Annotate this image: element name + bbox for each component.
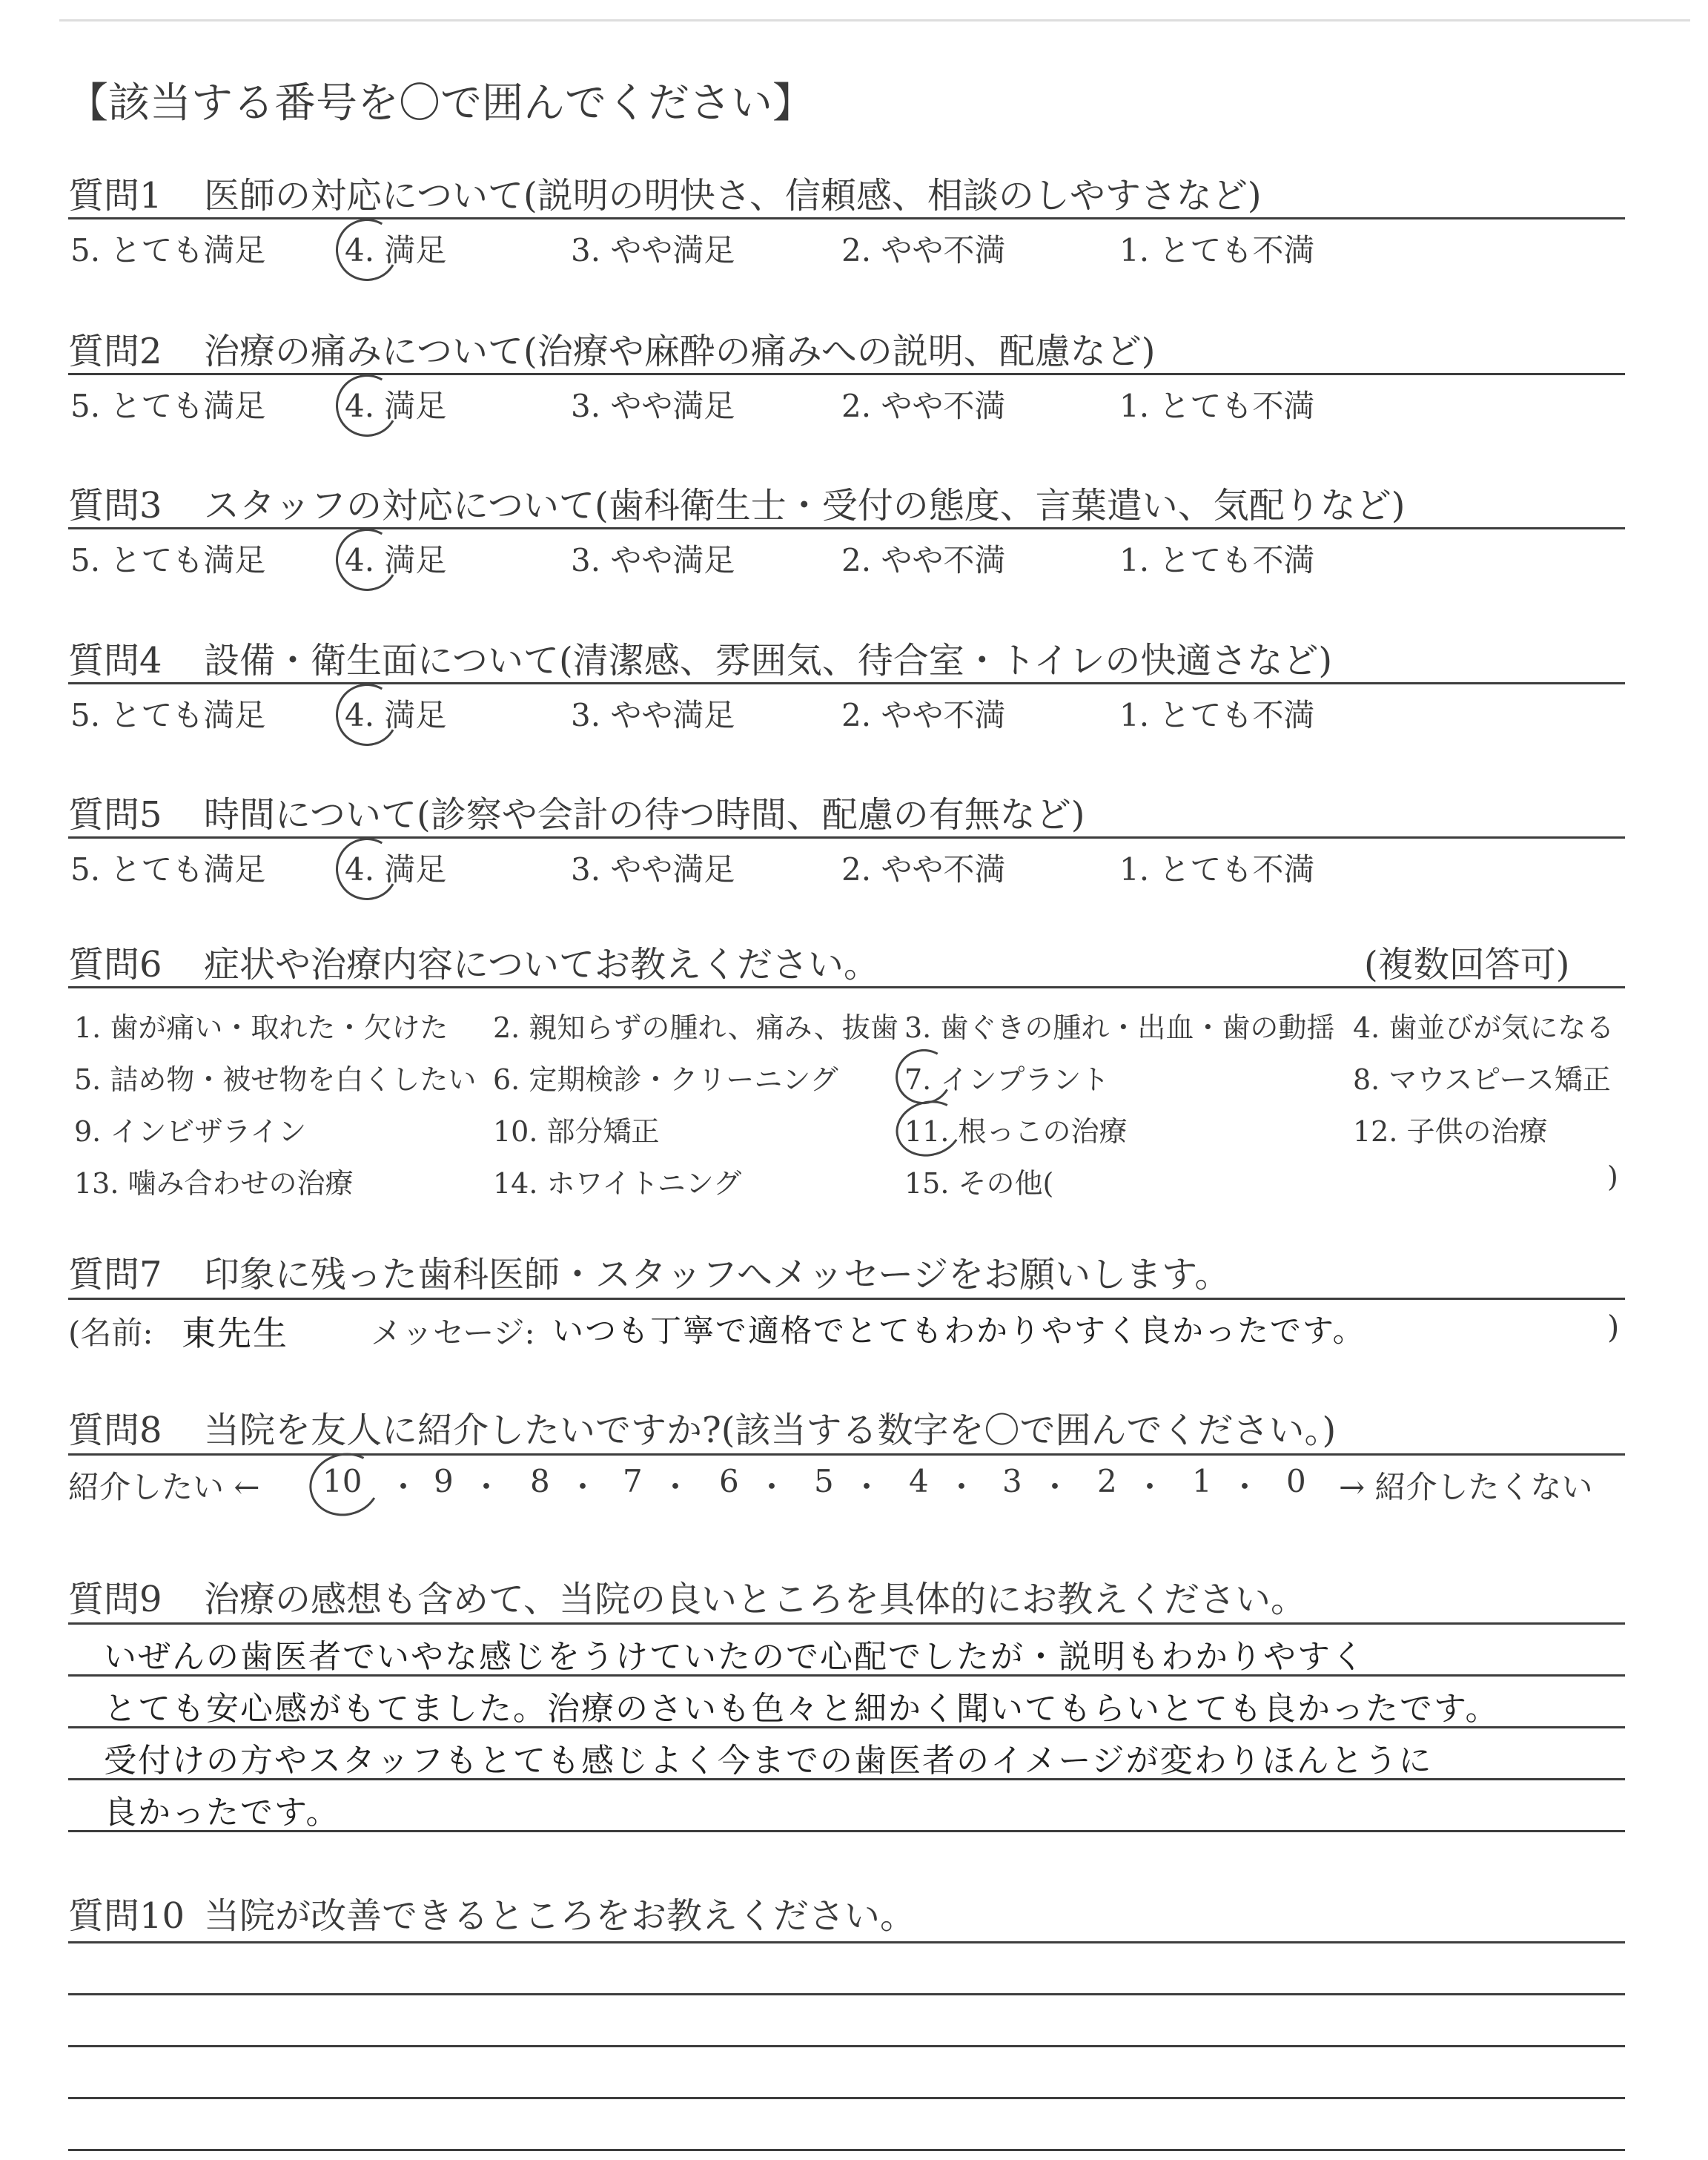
- q8-scale-3: 3: [1002, 1463, 1022, 1499]
- q8-separator-5: ・: [756, 1469, 788, 1505]
- q8-separator-3: ・: [567, 1469, 599, 1505]
- q8-separator-8: ・: [1039, 1469, 1071, 1505]
- q5-text: 時間について(診察や会計の待つ時間、配慮の有無など): [204, 794, 1085, 836]
- q6-option-4: 4. 歯並びが気になる: [1353, 1011, 1615, 1044]
- q8-scale-8: 8: [530, 1463, 550, 1499]
- q10-rule-1: [68, 1941, 1625, 1943]
- q6-note: (複数回答可): [1364, 944, 1570, 985]
- q7-name-value: 東先生: [182, 1313, 288, 1353]
- q8-scale-2: 2: [1097, 1463, 1117, 1499]
- q3-option-2: 2. やや不満: [841, 542, 1006, 578]
- q4-label: 質問4: [68, 640, 162, 681]
- q6-option-6: 6. 定期検診・クリーニング: [493, 1063, 838, 1096]
- q1-rule: [68, 217, 1625, 219]
- q3-selected-circle: [329, 522, 406, 598]
- q6-option-5: 5. 詰め物・被せ物を白くしたい: [74, 1063, 477, 1096]
- q4-option-4: 4. 満足: [345, 697, 447, 733]
- q4-option-5: 5. とても満足: [70, 697, 266, 733]
- q5-option-5: 5. とても満足: [70, 851, 266, 888]
- q4-rule: [68, 682, 1625, 684]
- q8-right-label: → 紹介したくない: [1339, 1469, 1593, 1505]
- q5-option-3: 3. やや満足: [571, 851, 735, 888]
- q7-label: 質問7: [68, 1254, 162, 1295]
- q1-selected-circle: [329, 212, 406, 288]
- q6-option-1: 1. 歯が痛い・取れた・欠けた: [74, 1011, 448, 1044]
- q9-answer-line-1: いぜんの歯医者でいやな感じをうけていたので心配でしたが・説明もわかりやすく: [104, 1638, 1366, 1676]
- q9-rule-1: [68, 1622, 1625, 1625]
- q6-option-8: 8. マウスピース矯正: [1353, 1063, 1611, 1096]
- q2-text: 治療の痛みについて(治療や麻酔の痛みへの説明、配慮など): [204, 331, 1156, 372]
- q8-separator-2: ・: [471, 1469, 503, 1505]
- q1-text: 医師の対応について(説明の明快さ、信頼感、相談のしやすさなど): [204, 175, 1262, 217]
- q4-option-3: 3. やや満足: [571, 697, 735, 733]
- q8-scale-7: 7: [623, 1463, 643, 1499]
- q8-scale-1: 1: [1192, 1463, 1212, 1499]
- q7-name-label: (名前:: [68, 1315, 153, 1351]
- q8-scale-6: 6: [719, 1463, 739, 1499]
- q5-rule: [68, 836, 1625, 839]
- q2-option-5: 5. とても満足: [70, 388, 266, 424]
- q8-text: 当院を友人に紹介したいですか?(該当する数字を〇で囲んでください。): [204, 1410, 1337, 1451]
- q5-option-2: 2. やや不満: [841, 851, 1006, 888]
- q8-scale-9: 9: [434, 1463, 454, 1499]
- q1-option-2: 2. やや不満: [841, 232, 1006, 268]
- q10-rule-5: [68, 2149, 1625, 2151]
- q6-selected-circle-7: [890, 1043, 959, 1110]
- q6-option-16: ): [1607, 1160, 1618, 1193]
- q2-selected-circle: [329, 368, 406, 444]
- q9-answer-line-4: 良かったです。: [104, 1794, 340, 1832]
- q8-label: 質問8: [68, 1410, 162, 1451]
- q3-option-1: 1. とても不満: [1119, 542, 1315, 578]
- q10-rule-4: [68, 2097, 1625, 2099]
- q6-option-3: 3. 歯ぐきの腫れ・出血・歯の動揺: [904, 1011, 1335, 1044]
- q9-answer-line-3: 受付けの方やスタッフもとても感じよく今までの歯医者のイメージが変わりほんとうに: [104, 1742, 1433, 1780]
- q7-text: 印象に残った歯科医師・スタッフへメッセージをお願いします。: [204, 1254, 1231, 1295]
- q1-option-4: 4. 満足: [345, 232, 447, 268]
- q8-separator-1: ・: [388, 1469, 420, 1505]
- q6-text: 症状や治療内容についてお教えください。: [204, 944, 880, 985]
- q8-scale-4: 4: [909, 1463, 929, 1499]
- q8-selected-circle: [302, 1445, 387, 1524]
- q8-scale-10: 10: [322, 1463, 363, 1499]
- q5-label: 質問5: [68, 794, 162, 836]
- q8-separator-10: ・: [1229, 1469, 1261, 1505]
- q6-label: 質問6: [68, 944, 162, 985]
- q8-separator-6: ・: [851, 1469, 883, 1505]
- q3-option-3: 3. やや満足: [571, 542, 735, 578]
- q3-option-5: 5. とても満足: [70, 542, 266, 578]
- q6-option-7: 7. インプラント: [904, 1063, 1110, 1096]
- top-border: [59, 19, 1690, 22]
- q8-scale-0: 0: [1286, 1463, 1306, 1499]
- q8-rule: [68, 1453, 1625, 1456]
- q4-option-2: 2. やや不満: [841, 697, 1006, 733]
- q2-option-4: 4. 満足: [345, 388, 447, 424]
- q7-message-value: いつも丁寧で適格でとてもわかりやすく良かったです。: [552, 1312, 1366, 1349]
- q3-option-4: 4. 満足: [345, 542, 447, 578]
- q10-label: 質問10: [68, 1895, 185, 1937]
- q2-option-3: 3. やや満足: [571, 388, 735, 424]
- form-header: 【該当する番号を〇で囲んでください】: [67, 79, 814, 128]
- q9-label: 質問9: [68, 1579, 162, 1620]
- q6-option-2: 2. 親知らずの腫れ、痛み、抜歯: [493, 1011, 898, 1044]
- q6-selected-circle-11: [890, 1094, 968, 1164]
- q6-option-9: 9. インビザライン: [74, 1115, 307, 1148]
- q10-text: 当院が改善できるところをお教えください。: [204, 1895, 916, 1937]
- q7-message-label: メッセージ:: [371, 1315, 535, 1351]
- q7-rule: [68, 1298, 1625, 1300]
- q7-close: ): [1607, 1309, 1620, 1345]
- q1-option-3: 3. やや満足: [571, 232, 735, 268]
- q3-text: スタッフの対応について(歯科衛生士・受付の態度、言葉遣い、気配りなど): [204, 485, 1406, 526]
- q6-option-13: 13. 噛み合わせの治療: [74, 1167, 354, 1200]
- q2-label: 質問2: [68, 331, 162, 372]
- q10-rule-3: [68, 2045, 1625, 2047]
- q9-answer-line-2: とても安心感がもてました。治療のさいも色々と細かく聞いてもらいとても良かったです。: [104, 1690, 1500, 1728]
- q6-option-10: 10. 部分矯正: [493, 1115, 660, 1148]
- q2-rule: [68, 373, 1625, 375]
- q2-option-1: 1. とても不満: [1119, 388, 1315, 424]
- q8-scale-5: 5: [814, 1463, 834, 1499]
- q6-option-11: 11. 根っこの治療: [904, 1115, 1128, 1148]
- q1-option-5: 5. とても満足: [70, 232, 266, 268]
- q8-left-label: 紹介したい ←: [68, 1469, 260, 1505]
- q9-text: 治療の感想も含めて、当院の良いところを具体的にお教えください。: [204, 1579, 1307, 1620]
- q3-rule: [68, 527, 1625, 529]
- q4-selected-circle: [329, 677, 406, 753]
- q6-option-14: 14. ホワイトニング: [493, 1167, 742, 1200]
- q8-separator-9: ・: [1134, 1469, 1166, 1505]
- q10-rule-2: [68, 1993, 1625, 1995]
- q3-label: 質問3: [68, 485, 162, 526]
- q5-option-1: 1. とても不満: [1119, 851, 1315, 888]
- q6-option-15: 15. その他(: [904, 1167, 1054, 1200]
- q4-option-1: 1. とても不満: [1119, 697, 1315, 733]
- q1-option-1: 1. とても不満: [1119, 232, 1315, 268]
- q5-selected-circle: [329, 831, 406, 908]
- q5-option-4: 4. 満足: [345, 851, 447, 888]
- q8-separator-4: ・: [660, 1469, 692, 1505]
- q6-option-12: 12. 子供の治療: [1353, 1115, 1548, 1148]
- q1-label: 質問1: [68, 175, 162, 217]
- q6-rule: [68, 986, 1625, 988]
- q8-separator-7: ・: [946, 1469, 978, 1505]
- q4-text: 設備・衛生面について(清潔感、雰囲気、待合室・トイレの快適さなど): [204, 640, 1333, 681]
- q2-option-2: 2. やや不満: [841, 388, 1006, 424]
